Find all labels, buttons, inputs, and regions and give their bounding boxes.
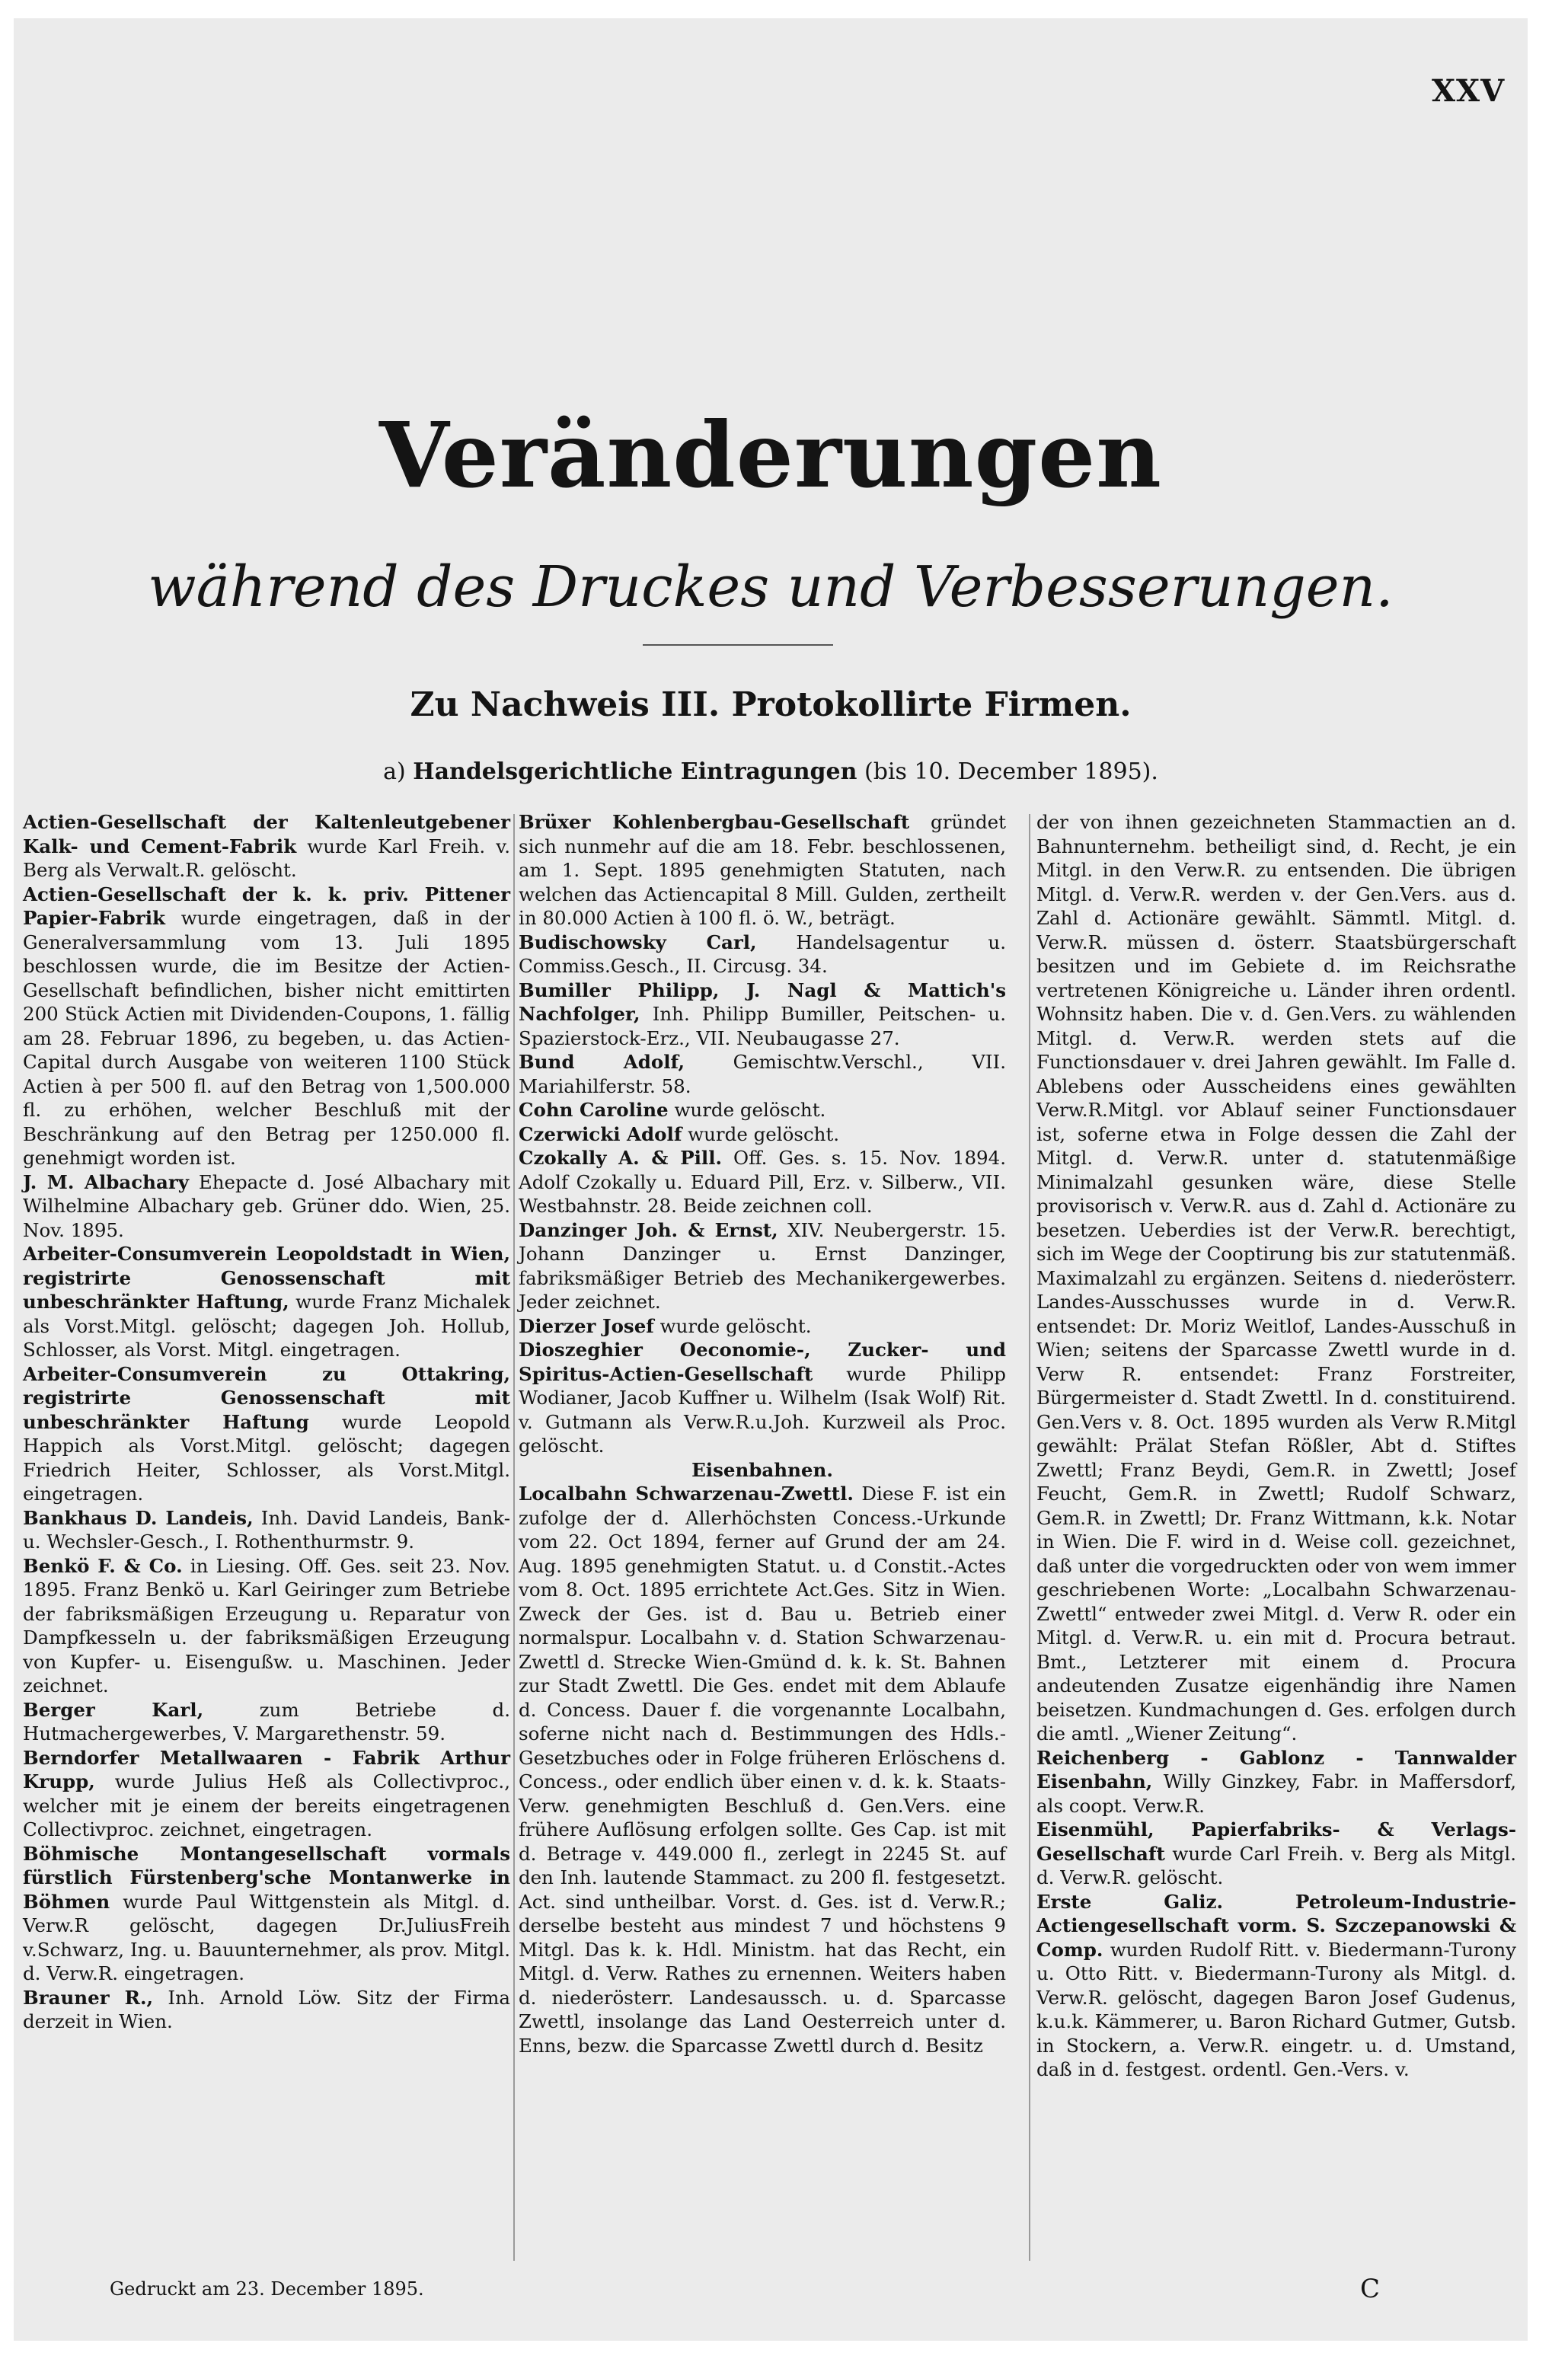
- subsection-prefix: a): [383, 758, 406, 785]
- entry-text: in Liesing. Off. Ges. seit 23. Nov. 1895. Franz Benkö u. Karl Geiringer zum Betriebe der fabriksmäßigen Erzeugung u. Reparatur von Dampfkesseln u. der fabriksmäßigen Erzeugung von Kupfer- u. Eisengußw. u. Maschinen. Jeder zeichnet.: [23, 1554, 510, 1697]
- entry-text: Willy Ginzkey, Fabr. in Maffersdorf, als coopt. Verw.R.: [1036, 1770, 1516, 1817]
- firm-name: Actien-Gesellschaft der Kaltenleutgebener Kalk- und Cement-Fabrik: [23, 811, 510, 857]
- register-entry: [23, 1170, 510, 1243]
- firm-name: Danzinger Joh. & Ernst,: [519, 1218, 778, 1241]
- firm-name: Bankhaus D. Landeis,: [23, 1506, 254, 1529]
- entry-text: Off. Ges. s. 15. Nov. 1894. Adolf Czokally u. Eduard Pill, Erz. v. Silberw., VII. Westbahnstr. 28. Beide zeichnen coll.: [519, 1147, 1006, 1217]
- entry-text: gründet sich nunmehr auf die am 18. Febr. beschlossenen, am 1. Sept. 1895 genehmigten Statuten, nach welchen das Actiencapital 8 Mill. Gulden, zertheilt in 80.000 Actien à 100 fl. ö. W., beträgt.: [519, 811, 1006, 929]
- register-entry: [519, 1050, 1006, 1098]
- register-entry: [23, 1698, 510, 1746]
- register-entry: [23, 1746, 510, 1842]
- register-entry: [519, 931, 1006, 978]
- register-entry: [519, 1146, 1006, 1218]
- firm-name: Erste Galiz. Petroleum-Industrie-Actiengesellschaft vorm. S. Szczepanowski & Comp.: [1036, 1890, 1516, 1961]
- entry-text: Inh. David Landeis, Bank- u. Wechsler-Gesch., I. Rothenthurmstr. 9.: [23, 1506, 510, 1553]
- subsection-heading: [14, 758, 1528, 785]
- register-entry: [519, 1218, 1006, 1314]
- subsection-label: Handelsgerichtliche Eintragungen: [413, 758, 857, 785]
- register-entry: [23, 1506, 510, 1554]
- firm-name: Bumiller Philipp, J. Nagl & Mattich's Nachfolger,: [519, 978, 1006, 1025]
- firm-name: Eisenmühl, Papierfabriks- & Verlags-Gesellschaft: [1036, 1818, 1516, 1865]
- register-entry: [1036, 1818, 1516, 1890]
- entry-text: Ehepacte d. José Albachary mit Wilhelmine Albachary geb. Grüner ddo. Wien, 25. Nov. 1895.: [23, 1170, 510, 1241]
- page-subtitle: während des Druckes und Verbesserungen.: [148, 554, 1394, 620]
- text-column-1: [23, 810, 510, 2034]
- entry-text: wurde Paul Wittgenstein als Mitgl. d. Verw.R gelöscht, dagegen Dr.JuliusFreih v.Schwarz, Ing. u. Bauunternehmer, als prov. Mitgl. d. Verw.R. eingetragen.: [23, 1890, 510, 1984]
- firm-name: Brüxer Kohlenbergbau-Gesellschaft: [519, 811, 910, 833]
- register-entry: [519, 1482, 1006, 2057]
- firm-name: Dierzer Josef: [519, 1314, 654, 1337]
- firm-name: Benkö F. & Co.: [23, 1554, 183, 1577]
- entry-text: wurde Philipp Wodianer, Jacob Kuffner u. Wilhelm (Isak Wolf) Rit. v. Gutmann als Verw.R.u.Joh. Kurzweil als Proc. gelöscht.: [519, 1362, 1006, 1457]
- register-entry: [23, 1986, 510, 2034]
- entry-text: wurde Franz Michalek als Vorst.Mitgl. gelöscht; dagegen Joh. Hollub, Schlosser, als Vorst. Mitgl. eingetragen.: [23, 1291, 510, 1361]
- firm-name: Arbeiter-Consumverein zu Ottakring, registrirte Genossenschaft mit unbeschränkter Haftung: [23, 1362, 510, 1433]
- subsection-suffix: (bis 10. December 1895).: [864, 758, 1158, 785]
- entry-text: Handelsagentur u. Commiss.Gesch., II. Circusg. 34.: [519, 931, 1006, 977]
- firm-name: Arbeiter-Consumverein Leopoldstadt in Wien, registrirte Genossenschaft mit unbeschränkter Haftung,: [23, 1243, 510, 1313]
- firm-name: Böhmische Montangesellschaft vormals fürstlich Fürstenberg'sche Montanwerke in Böhmen: [23, 1842, 510, 1913]
- page-title: Veränderungen: [379, 402, 1162, 508]
- column-heading: Eisenbahnen.: [691, 1458, 833, 1481]
- firm-name: Berndorfer Metallwaaren - Fabrik Arthur Krupp,: [23, 1746, 510, 1792]
- text-column-2: [519, 810, 1006, 2057]
- entry-text: wurde Julius Heß als Collectivproc., welcher mit je einem der bereits eingetragenen Collectivproc. zeichnet, eingetragen.: [23, 1770, 510, 1840]
- entry-text: Inh. Philipp Bumiller, Peitschen- u. Spazierstock-Erz., VII. Neubaugasse 27.: [519, 1003, 1006, 1049]
- entry-text: Diese F. ist ein zufolge der d. Allerhöchsten Concess.-Urkunde vom 22. Oct 1894, ferner auf Grund der am 24. Aug. 1895 genehmigten Statut. u. d Constit.-Actes vom 8. Oct. 1895 errichtete Act.Ges. Sitz in Wien. Zweck der Ges. ist d. Bau u. Betrieb einer normalspur. Localbahn v. d. Station Schwarzenau-Zwettl d. Strecke Wien-Gmünd d. k. k. St. Bahnen zur Stadt Zwettl. Die Ges. endet mit dem Ablaufe d. Concess. Dauer f. die vorgenannte Localbahn, soferne nicht nach d. Bestimmungen des Hdls.-Gesetzbuches oder in Folge früheren Erlöschens d. Concess., oder endlich über einen v. d. k. k. Staats-Verw. genehmigten Beschluß d. Gen.Vers. eine frühere Auflösung erfolgen sollte. Ges Cap. ist mit d. Betrage v. 449.000 fl., zerlegt in 2245 St. auf den Inh. lautende Stammact. zu 200 fl. festgesetzt. Act. sind untheilbar. Vorst. d. Ges. ist d. Verw.R.; derselbe besteht aus mindest 7 und höchstens 9 Mitgl. Das k. k. Hdl. Ministm. hat das Recht, ein Mitgl. d. Verw. Rathes zu ernennen. Weiters haben d. niederösterr. Landesaussch. u. d. Sparcasse Zwettl, insolange das Land Oesterreich unter d. Enns, bezw. die Sparcasse Zwettl durch d. Besitz: [519, 1483, 1006, 2057]
- register-entry: [1036, 1746, 1516, 1818]
- register-entry: [23, 1554, 510, 1698]
- register-entry: [519, 1338, 1006, 1458]
- entry-text: wurde Karl Freih. v. Berg als Verwalt.R. gelöscht.: [23, 835, 510, 881]
- document-page: [14, 18, 1528, 2341]
- register-entry: [23, 883, 510, 1170]
- register-entry: [1036, 810, 1516, 1746]
- register-entry: [519, 1314, 1006, 1339]
- register-entry: [23, 1842, 510, 1986]
- entry-text: wurde Leopold Happich als Vorst.Mitgl. gelöscht; dagegen Friedrich Heiter, Schlosser, als Vorst.Mitgl. eingetragen.: [23, 1410, 511, 1505]
- entry-text: wurde Carl Freih. v. Berg als Mitgl. d. Verw.R. gelöscht.: [1036, 1842, 1516, 1888]
- firm-name: Czokally A. & Pill.: [519, 1147, 723, 1169]
- register-entry: [519, 1098, 1006, 1122]
- firm-name: Actien-Gesellschaft der k. k. priv. Pittener Papier-Fabrik: [23, 883, 510, 929]
- firm-name: Dioszeghier Oeconomie-, Zucker- und Spiritus-Actien-Gesellschaft: [519, 1339, 1006, 1385]
- entry-text: wurde gelöscht.: [688, 1122, 840, 1145]
- entry-text: zum Betriebe d. Hutmachergewerbes, V. Margarethenstr. 59.: [23, 1698, 510, 1745]
- text-column-3: [1036, 810, 1516, 2082]
- firm-name: Bund Adolf,: [519, 1051, 685, 1073]
- signature-mark: C: [1360, 2274, 1381, 2304]
- register-entry: [519, 978, 1006, 1051]
- firm-name: Reichenberg - Gablonz - Tannwalder Eisenbahn,: [1036, 1746, 1516, 1792]
- firm-name: J. M. Albachary: [23, 1170, 190, 1193]
- column-divider: [513, 814, 515, 2261]
- firm-name: Localbahn Schwarzenau-Zwettl.: [519, 1483, 854, 1505]
- title-divider: [643, 644, 833, 646]
- firm-name: Berger Karl,: [23, 1698, 204, 1721]
- entry-text: wurde gelöscht.: [659, 1314, 812, 1337]
- page-number: XXV: [1432, 73, 1506, 109]
- column-divider: [1029, 814, 1030, 2261]
- entry-text: Inh. Arnold Löw. Sitz der Firma derzeit in Wien.: [23, 1986, 510, 2032]
- section-heading: Zu Nachweis III. Protokollirte Firmen.: [410, 685, 1132, 724]
- firm-name: Brauner R.,: [23, 1986, 154, 2009]
- register-entry: [23, 1362, 510, 1506]
- entry-text: der von ihnen gezeichneten Stammactien an d. Bahnunternehm. betheiligt sind, d. Recht, je ein Mitgl. in den Verw.R. zu entsenden. Die übrigen Mitgl. d. Verw.R. werden v. der Gen.Vers. aus d. Zahl d. Actionäre gewählt. Sämmtl. Mitgl. d. Verw.R. müssen d. österr. Staatsbürgerschaft besitzen und im Gebiete d. im Reichsrathe vertretenen Königreiche u. Länder ihren ordentl. Wohnsitz haben. Die v. d. Gen.Vers. zu wählenden Mitgl. d. Verw.R. werden stets auf die Functionsdauer v. drei Jahren gewählt. Im Falle d. Ablebens oder Ausscheidens eines gewählten Verw.R.Mitgl. vor Ablauf seiner Functionsdauer ist, soferne etwa in Folge dessen die Zahl der Mitgl. d. Verw.R. unter d. statutenmäßige Minimalzahl gesunken wäre, diese Stelle provisorisch v. Verw.R. aus d. Zahl d. Actionäre zu besetzen. Ueberdies ist der Verw.R. berechtigt, sich im Wege der Cooptirung bis zur statutenmäß. Maximalzahl zu ergänzen. Seitens d. niederösterr. Landes-Ausschusses wurde in d. Verw.R. entsendet: Dr. Moriz Weitlof, Landes-Ausschuß in Wien; seitens der Sparcasse Zwettl wurde in d. Verw R. entsendet: Franz Forstreiter, Bürgermeister d. Stadt Zwettl. In d. constituirend. Gen.Vers v. 8. Oct. 1895 wurden als Verw R.Mitgl gewählt: Prälat Stefan Rößler, Abt d. Stiftes Zwettl; Franz Beydi, Gem.R. in Zwettl; Josef Feucht, Gem.R. in Zwettl; Rudolf Schwarz, Gem.R. in Zwettl; Dr. Franz Wittmann, k.k. Notar in Wien. Die F. wird in d. Weise coll. gezeichnet, daß unter die vorgedruckten oder von wem immer geschriebenen Worte: „Localbahn Schwarzenau-Zwettl“ entweder zwei Mitgl. d. Verw R. oder ein Mitgl. d. Verw.R. u. ein mit d. Procura betraut. Bmt., Letzterer mit einem d. Procura andeutenden Zusatze eigenhändig ihre Namen beisetzen. Kundmachungen d. Ges. erfolgen durch die amtl. „Wiener Zeitung“.: [1036, 811, 1516, 1745]
- entry-text: wurden Rudolf Ritt. v. Biedermann-Turony u. Otto Ritt. v. Biedermann-Turony als Mitgl. d. Verw.R. gelöscht, dagegen Baron Josef Gudenus, k.u.k. Kämmerer, u. Baron Richard Gutmer, Gutsb. in Stockern, a. Verw.R. eingetr. u. d. Umstand, daß in d. festgest. ordentl. Gen.-Vers. v.: [1036, 1938, 1516, 2080]
- entry-text: Gemischtw.Verschl., VII. Mariahilferstr. 58.: [519, 1051, 1006, 1097]
- entry-text: wurde eingetragen, daß in der Generalversammlung vom 13. Juli 1895 beschlossen wurde, die im Besitze der Actien-Gesellschaft befindlichen, bisher nicht emittirten 200 Stück Actien mit Dividenden-Coupons, 1. fällig am 28. Februar 1896, zu begeben, u. das Actien-Capital durch Ausgabe von weiteren 1100 Stück Actien à per 500 fl. auf den Betrag von 1,500.000 fl. zu erhöhen, welcher Beschluß mit der Beschränkung auf den Betrag per 1250.000 fl. genehmigt worden ist.: [23, 907, 510, 1169]
- register-entry: [519, 810, 1006, 931]
- entry-text: wurde gelöscht.: [674, 1099, 826, 1121]
- register-entry: [519, 1122, 1006, 1147]
- entry-text: XIV. Neubergerstr. 15. Johann Danzinger u. Ernst Danzinger, fabriksmäßiger Betrieb des Mechanikergewerbes. Jeder zeichnet.: [519, 1218, 1006, 1313]
- register-entry: [23, 1242, 510, 1362]
- register-entry: [23, 810, 510, 883]
- firm-name: Budischowsky Carl,: [519, 931, 757, 953]
- register-entry: [1036, 1890, 1516, 2082]
- firm-name: Cohn Caroline: [519, 1099, 669, 1121]
- firm-name: Czerwicki Adolf: [519, 1122, 682, 1145]
- print-date: Gedruckt am 23. December 1895.: [110, 2278, 424, 2300]
